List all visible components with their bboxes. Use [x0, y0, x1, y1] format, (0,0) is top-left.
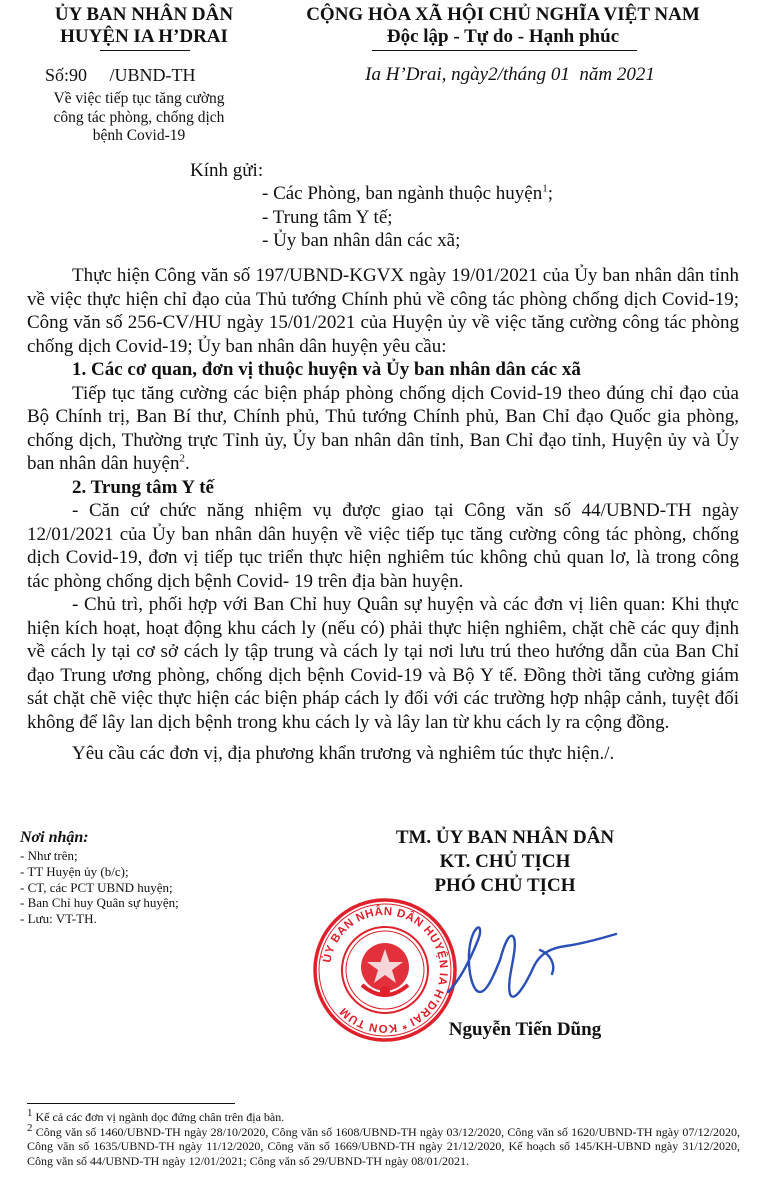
- emblem-icon: [361, 943, 409, 996]
- svg-text:ỦY BAN NHÂN DÂN HUYỆN IA H’DRA: ỦY BAN NHÂN DÂN HUYỆN IA H’DRAI * KON TUM: [321, 905, 450, 1035]
- receivers-block: [20, 828, 280, 927]
- nation-underline: [372, 50, 637, 51]
- signature-line3: PHÓ CHỦ TỊCH: [434, 875, 576, 896]
- receiver-item: - CT, các PCT UBND huyện;: [20, 879, 173, 895]
- receiver-item: - Như trên;: [20, 848, 78, 863]
- subject: [20, 90, 258, 146]
- receiver-item: - TT Huyện ủy (b/c);: [20, 863, 129, 879]
- section2-paragraph2: - Chủ trì, phối hợp với Ban Chỉ huy Quân sự huyện và các đơn vị liên quan: Khi thực hiện kích hoạt, hoạt động khu cách ly (nếu có) phải thực hiện nghiêm, chặt chẽ các quy định về cách ly tại cơ sở cách ly tập trung và cách ly tại nơi lưu trú theo hướng dẫn của Ban Chỉ đạo Trung ương phòng, chống dịch bệnh Covid-19 và Bộ Y tế. Đồng thời tăng cường giám sát chặt chẽ việc thực hiện các biện pháp cách ly đối với các trường hợp nhập cảnh, tuyệt đối không để lây lan dịch bệnh trong khu cách ly và lây lan từ khu cách ly ra cộng đồng.: [27, 594, 739, 733]
- recipient-item: - Các Phòng, ban ngành thuộc huyện$^1$;: [262, 182, 553, 204]
- agency-header: [30, 4, 258, 48]
- nation-header: [258, 4, 748, 48]
- document-body: [27, 264, 739, 766]
- agency-line1: ỦY BAN NHÂN DÂN: [54, 4, 234, 25]
- receivers-label: Nơi nhận:: [20, 829, 89, 846]
- subject-line1: Về việc tiếp tục tăng cường: [53, 90, 225, 107]
- section2-paragraph1: - Căn cứ chức năng nhiệm vụ được giao tại Công văn số 44/UBND-TH ngày 12/01/2021 của Ủy ban nhân dân huyện về việc tiếp tục tăng cường công tác phòng, chống dịch Covid-19, đơn vị tiếp tục triển thực hiện nghiêm túc không chủ quan lơ, là trong công tác phòng chống dịch bệnh Covid- 19 trên địa bàn huyện.: [27, 500, 739, 592]
- signature-title: [355, 826, 655, 898]
- recipient-item: - Trung tâm Y tế;: [262, 206, 393, 228]
- nation-line1: CỘNG HÒA XÃ HỘI CHỦ NGHĨA VIỆT NAM: [306, 4, 700, 25]
- section2-heading: 2. Trung tâm Y tế: [72, 476, 214, 498]
- subject-line2: công tác phòng, chống dịch: [53, 108, 225, 126]
- recipients-label: Kính gửi:: [190, 160, 264, 181]
- place-date: Ia H’Drai, ngày2/tháng 01 năm 2021: [365, 64, 655, 85]
- receiver-item: - Ban Chỉ huy Quân sự huyện;: [20, 895, 179, 911]
- signature-line1: TM. ỦY BAN NHÂN DÂN: [395, 827, 615, 848]
- signature-line2: KT. CHỦ TỊCH: [439, 851, 571, 872]
- subject-line3: bệnh Covid-19: [92, 127, 186, 144]
- recipient-item: - Ủy ban nhân dân các xã;: [262, 230, 461, 251]
- doc-number: Số:90 /UBND-TH: [45, 65, 196, 85]
- recipients-list: [262, 182, 553, 253]
- agency-underline: [100, 50, 190, 51]
- section1-paragraph: Tiếp tục tăng cường các biện pháp phòng chống dịch Covid-19 theo đúng chỉ đạo của Bộ Chính trị, Ban Bí thư, Chính phủ, Thủ tướng Chính phủ, Ban Chỉ đạo Quốc gia phòng, chống dịch, Thường trực Tỉnh ủy, Ủy ban nhân dân tỉnh, Ban Chỉ đạo tỉnh, Huyện ủy và Ủy ban nhân dân huyện$^2$.: [27, 382, 739, 474]
- receivers-list: [20, 848, 280, 927]
- agency-line2: HUYỆN IA H’DRAI: [60, 26, 228, 47]
- section1-heading: 1. Các cơ quan, đơn vị thuộc huyện và Ủy ban nhân dân các xã: [72, 359, 581, 380]
- signer-name: Nguyễn Tiến Dũng: [448, 1019, 602, 1040]
- closing-paragraph: Yêu cầu các đơn vị, địa phương khẩn trương và nghiêm túc thực hiện./.: [72, 743, 615, 764]
- handwritten-signature: [440, 910, 640, 1020]
- footnote-ref: 1: [542, 182, 548, 195]
- footnote-2: $^2$ Công văn số 1460/UBND-TH ngày 28/10/2020, Công văn số 1608/UBND-TH ngày 03/12/2020, Công văn số 1620/UBND-TH ngày 07/12/2020, Công văn số 1635/UBND-TH ngày 11/12/2020, Công văn số 1669/UBND-TH ngày 21/12/2020, Kế hoạch số 145/KH-UBND ngày 31/12/2020, Công văn số 44/UBND-TH ngày 12/01/2021; Công văn số 29/UBND-TH ngày 08/01/2021.: [27, 1121, 741, 1168]
- footnotes: [27, 1107, 741, 1168]
- nation-line2: Độc lập - Tự do - Hạnh phúc: [386, 26, 620, 47]
- footnote-1: $^1$ Kể cả các đơn vị ngành dọc đứng chân trên địa bàn.: [27, 1107, 285, 1124]
- receiver-item: - Lưu: VT-TH.: [20, 911, 97, 927]
- intro-paragraph: Thực hiện Công văn số 197/UBND-KGVX ngày 19/01/2021 của Ủy ban nhân dân tỉnh về việc thực hiện chỉ đạo của Thủ tướng Chính phủ về công tác phòng chống dịch Covid-19; Công văn số 256-CV/HU ngày 15/01/2021 của Huyện ủy về việc tăng cường công tác phòng chống dịch Covid-19; Ủy ban nhân dân huyện yêu cầu:: [27, 265, 739, 357]
- footnote-ref: 2: [179, 452, 185, 465]
- footnote-separator: [27, 1103, 235, 1104]
